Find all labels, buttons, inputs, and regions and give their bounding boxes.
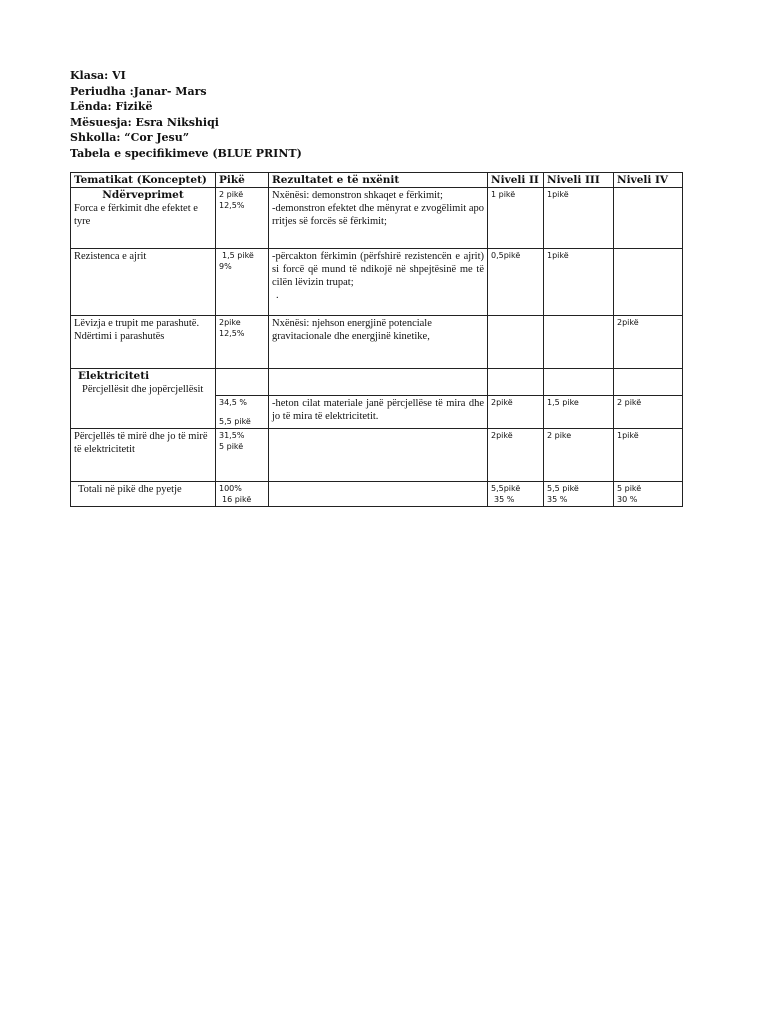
- points-cell-empty: [216, 369, 269, 396]
- level-2-cell-empty: [488, 369, 544, 396]
- percent-value: 9%: [219, 262, 232, 271]
- level-4-cell: 2 pikë: [614, 396, 683, 429]
- column-header-level-4: Niveli IV: [614, 173, 683, 188]
- level-4-cell: [614, 188, 683, 249]
- column-header-level-2: Niveli II: [488, 173, 544, 188]
- level-3-cell-empty: [544, 369, 614, 396]
- points-value: 5,5 pikë: [219, 417, 251, 426]
- document-header: [70, 68, 690, 162]
- outcome-cell: [269, 482, 488, 507]
- table-row: [71, 249, 683, 316]
- level-percent: 30 %: [617, 495, 638, 504]
- topic-text: Përcjellësit dhe jopërcjellësit: [82, 384, 204, 395]
- column-header-points: Pikë: [216, 173, 269, 188]
- topic-cell: [71, 249, 216, 316]
- percent-value: 12,5%: [219, 329, 245, 338]
- level-3-cell: 2 pike: [544, 429, 614, 482]
- topic-cell: [71, 429, 216, 482]
- topic-cell: [71, 188, 216, 249]
- level-percent: 35 %: [547, 495, 568, 504]
- level-2-cell: [488, 482, 544, 507]
- outcome-cell: [269, 188, 488, 249]
- header-period: Periudha :Janar- Mars: [70, 84, 207, 98]
- specification-table: [70, 172, 683, 507]
- header-table-title: Tabela e specifikimeve (BLUE PRINT): [70, 146, 302, 160]
- points-cell: [216, 396, 269, 429]
- outcome-cell: [269, 429, 488, 482]
- topic-text: Forca e fërkimit dhe efektet e tyre: [74, 203, 198, 227]
- level-2-cell: 2pikë: [488, 429, 544, 482]
- points-value: 1,5 pikë: [222, 251, 254, 260]
- header-school: Shkolla: “Cor Jesu”: [70, 131, 190, 145]
- points-cell: [216, 188, 269, 249]
- column-header-level-3: Niveli III: [544, 173, 614, 188]
- percent-value: 34,5 %: [219, 398, 247, 407]
- level-3-cell: 1pikë: [544, 249, 614, 316]
- column-header-topics: Tematikat (Konceptet): [71, 173, 216, 188]
- table-row: [71, 369, 683, 396]
- points-cell: [216, 316, 269, 369]
- outcome-text: .: [276, 290, 279, 301]
- level-2-cell: 0,5pikë: [488, 249, 544, 316]
- points-value: 5 pikë: [219, 442, 244, 451]
- points-cell: [216, 249, 269, 316]
- outcome-text: Nxënësi: njehson energjinë potenciale gravitacionale dhe energjinë kinetike,: [272, 318, 432, 342]
- table-row: [71, 188, 683, 249]
- percent-value: 100%: [219, 484, 242, 493]
- percent-value: 31,5%: [219, 431, 245, 440]
- table-row: [71, 429, 683, 482]
- topic-text: Rezistenca e ajrit: [74, 251, 147, 262]
- header-class: Klasa: VI: [70, 69, 126, 82]
- header-teacher: Mësuesja: Esra Nikshiqi: [70, 115, 219, 129]
- points-cell: [216, 429, 269, 482]
- topic-cell: [71, 369, 216, 429]
- level-2-cell: [488, 316, 544, 369]
- topic-text: Përcjellës të mirë dhe jo të mirë të elektricitetit: [74, 431, 208, 455]
- outcome-cell-empty: [269, 369, 488, 396]
- topic-cell: [71, 482, 216, 507]
- outcome-text: -heton cilat materiale janë përcjellëse të mira dhe jo të mira të elektricitetit.: [272, 398, 484, 422]
- table-row: [71, 316, 683, 369]
- level-2-cell: 2pikë: [488, 396, 544, 429]
- outcome-text: Nxënësi: demonstron shkaqet e fërkimit;: [272, 190, 443, 201]
- level-percent: 35 %: [494, 495, 515, 504]
- section-title-interactions: Ndërveprimet: [102, 189, 184, 201]
- level-3-cell: [544, 482, 614, 507]
- level-points: 5,5 pikë: [547, 484, 579, 493]
- level-points: 5 pikë: [617, 484, 642, 493]
- topic-text: Totali në pikë dhe pyetje: [78, 484, 182, 495]
- level-4-cell: [614, 482, 683, 507]
- outcome-text: -përcakton fërkimin (përfshirë rezistencën e ajrit) si forcë që mund të ndikojë në shpejtësinë me të cilën lëvizin trupat;: [272, 251, 484, 288]
- outcome-cell: [269, 249, 488, 316]
- level-3-cell: 1pikë: [544, 188, 614, 249]
- level-4-cell: [614, 249, 683, 316]
- table-header-row: [71, 173, 683, 188]
- outcome-cell: [269, 316, 488, 369]
- outcome-text: -demonstron efektet dhe mënyrat e zvogëlimit apo rritjes së forcës së fërkimit;: [272, 203, 484, 227]
- level-4-cell: 2pikë: [614, 316, 683, 369]
- level-4-cell: 1pikë: [614, 429, 683, 482]
- points-value: 2 pikë: [219, 190, 244, 199]
- topic-cell: [71, 316, 216, 369]
- points-cell: [216, 482, 269, 507]
- percent-value: 12,5%: [219, 201, 245, 210]
- points-value: 16 pikë: [222, 495, 252, 504]
- outcome-cell: [269, 396, 488, 429]
- level-points: 5,5pikë: [491, 484, 521, 493]
- level-3-cell: [544, 316, 614, 369]
- section-title-electricity: Elektriciteti: [78, 370, 150, 382]
- header-subject: Lënda: Fizikë: [70, 100, 153, 114]
- level-3-cell: 1,5 pike: [544, 396, 614, 429]
- column-header-outcomes: Rezultatet e të nxënit: [269, 173, 488, 188]
- points-value: 2pike: [219, 318, 241, 327]
- level-4-cell-empty: [614, 369, 683, 396]
- table-row-totals: [71, 482, 683, 507]
- topic-text: Lëvizja e trupit me parashutë. Ndërtimi i parashutës: [74, 318, 200, 342]
- level-2-cell: 1 pikë: [488, 188, 544, 249]
